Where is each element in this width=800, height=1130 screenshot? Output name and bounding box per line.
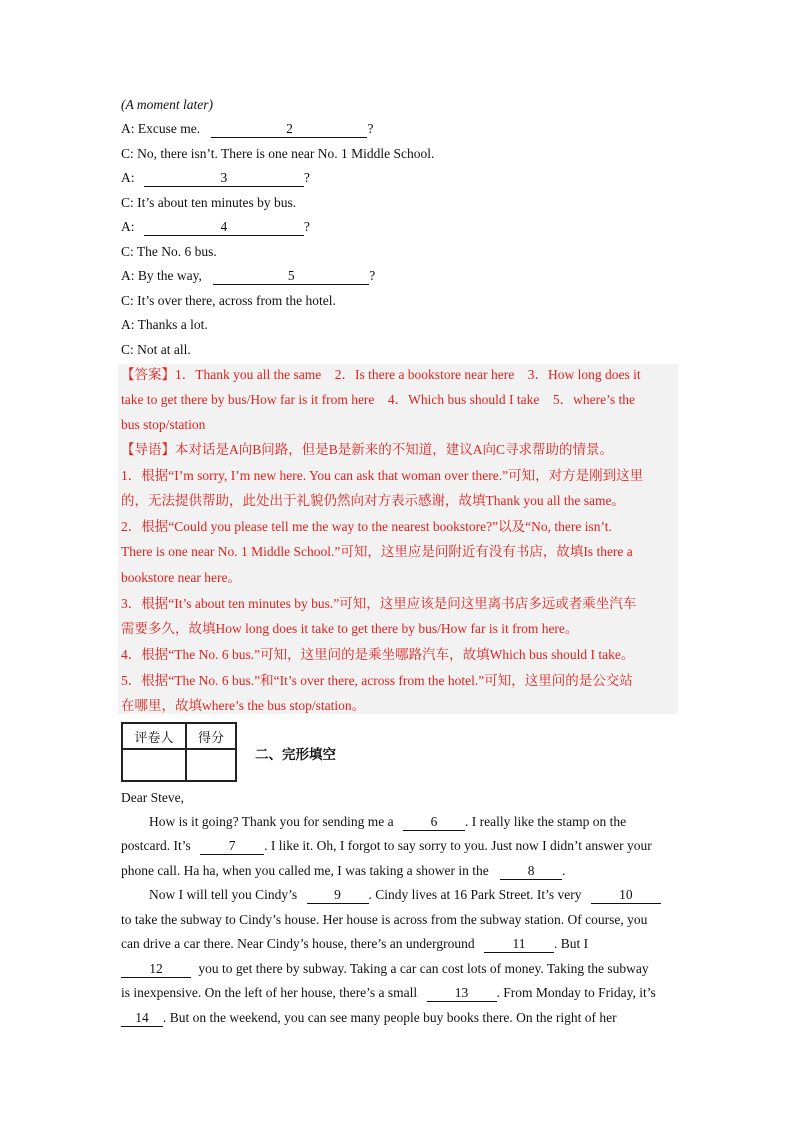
dialogue-line: [121, 120, 373, 138]
letter-line: [121, 984, 656, 1002]
letter-text: is inexpensive. On the left of her house, there’s a small: [121, 985, 418, 1000]
dialogue-line: [121, 218, 310, 236]
dialogue-text: ?: [303, 219, 310, 234]
letter-line: [121, 960, 649, 978]
explanation-line: 5．根据“The No. 6 bus.”和“It’s over there, across from the hotel.”可知，这里问的是公交站: [121, 673, 633, 688]
blank-3: 3: [144, 170, 304, 187]
letter-text: Now I will tell you Cindy’s: [149, 887, 298, 902]
letter-text: . I like it. Oh, I forgot to say sorry to you. Just now I didn’t answer your: [264, 838, 652, 853]
letter-line: [121, 1009, 617, 1027]
dialogue-text: ?: [369, 268, 376, 283]
explanation-line: 4．根据“The No. 6 bus.”可知，这里问的是乘坐哪路汽车，故填Which bus should I take。: [121, 647, 635, 662]
dialogue-text: ?: [367, 121, 374, 136]
letter-text: . I really like the stamp on the: [464, 814, 627, 829]
explanation-line: 2．根据“Could you please tell me the way to the nearest bookstore?”以及“No, there isn’t.: [121, 519, 612, 534]
dialogue-line: [121, 96, 213, 114]
answer-line: bus stop/station: [121, 417, 206, 432]
dialogue-line: [121, 292, 336, 310]
section-title: 二、完形填空: [255, 747, 336, 763]
explanation-line: 的，无法提供帮助，此处出于礼貌仍然向对方表示感谢，故填Thank you all the same。: [121, 493, 625, 508]
explanation-line: 在哪里，故填where’s the bus stop/station。: [121, 698, 366, 713]
dialogue-line: [121, 145, 434, 163]
blank-10: 10: [591, 887, 661, 904]
answer-line: 【答案】1．Thank you all the same 2．Is there a bookstore near here 3．How long does it: [121, 367, 641, 382]
dialogue-text: A: Thanks a lot.: [121, 317, 208, 332]
grader-header: 评卷人: [122, 723, 186, 749]
blank-8: 8: [500, 863, 562, 880]
letter-text: .: [562, 863, 566, 878]
explanation-line: 需要多久，故填How long does it take to get there by bus/How far is it from here。: [121, 621, 579, 636]
score-cell[interactable]: [186, 749, 236, 781]
letter-text: can drive a car there. Near Cindy’s house, there’s an underground: [121, 936, 475, 951]
dialogue-line: [121, 341, 191, 359]
answer-line: take to get there by bus/How far is it from here 4．Which bus should I take 5．where’s the: [121, 392, 635, 407]
blank-12: 12: [121, 961, 191, 978]
letter-text: postcard. It’s: [121, 838, 191, 853]
blank-6: 6: [403, 814, 465, 831]
explanation-line: 1．根据“I’m sorry, I’m new here. You can ask that woman over there.”可知，对方是刚到这里: [121, 468, 644, 483]
letter-line: to take the subway to Cindy’s house. Her house is across from the subway station. Of course, you: [121, 912, 648, 927]
dialogue-text: C: No, there isn’t. There is one near No. 1 Middle School.: [121, 146, 435, 161]
letter-greeting: Dear Steve,: [121, 790, 184, 805]
letter-line: [121, 935, 588, 953]
letter-text: . From Monday to Friday, it’s: [496, 985, 656, 1000]
dialogue-line: [121, 194, 296, 212]
blank-14: 14: [121, 1010, 163, 1027]
grader-cell[interactable]: [122, 749, 186, 781]
letter-line: [149, 813, 626, 831]
dialogue-text: C: It’s over there, across from the hotel.: [121, 293, 336, 308]
blank-7: 7: [200, 838, 264, 855]
score-table: [121, 722, 237, 782]
letter-text: you to get there by subway. Taking a car can cost lots of money. Taking the subway: [198, 961, 649, 976]
dialogue-line: [121, 267, 375, 285]
dialogue-text: C: The No. 6 bus.: [121, 244, 217, 259]
dialogue-text: A: Excuse me.: [121, 121, 201, 136]
dialogue-line: [121, 316, 208, 334]
dialogue-text: A: By the way,: [121, 268, 202, 283]
dialogue-text: C: Not at all.: [121, 342, 191, 357]
letter-text: . But on the weekend, you can see many people buy books there. On the right of her: [163, 1010, 617, 1025]
letter-text: phone call. Ha ha, when you called me, I was taking a shower in the: [121, 863, 489, 878]
dialogue-text: ?: [303, 170, 310, 185]
letter-text: . Cindy lives at 16 Park Street. It’s very: [368, 887, 582, 902]
blank-11: 11: [484, 936, 554, 953]
letter-line: [149, 886, 661, 904]
guide-line: 【导语】本对话是A向B问路，但是B是新来的不知道，建议A向C寻求帮助的情景。: [121, 442, 614, 457]
explanation-line: 3．根据“It’s about ten minutes by bus.”可知，这里应该是问这里离书店多远或者乘坐汽车: [121, 596, 637, 611]
stage-direction: (A moment later): [121, 97, 213, 112]
blank-5: 5: [213, 268, 369, 285]
dialogue-line: [121, 243, 217, 261]
score-header: 得分: [186, 723, 236, 749]
blank-13: 13: [427, 985, 497, 1002]
letter-text: How is it going? Thank you for sending me a: [149, 814, 394, 829]
dialogue-text: A:: [121, 170, 135, 185]
letter-line: [121, 837, 652, 855]
letter-text: . But I: [554, 936, 589, 951]
blank-9: 9: [307, 887, 369, 904]
dialogue-line: [121, 169, 310, 187]
explanation-line: bookstore near here。: [121, 570, 241, 585]
dialogue-text: A:: [121, 219, 135, 234]
blank-2: 2: [211, 121, 367, 138]
dialogue-text: C: It’s about ten minutes by bus.: [121, 195, 297, 210]
letter-line: [121, 862, 566, 880]
explanation-line: There is one near No. 1 Middle School.”可知，这里应是问附近有没有书店，故填Is there a: [121, 544, 633, 559]
blank-4: 4: [144, 219, 304, 236]
